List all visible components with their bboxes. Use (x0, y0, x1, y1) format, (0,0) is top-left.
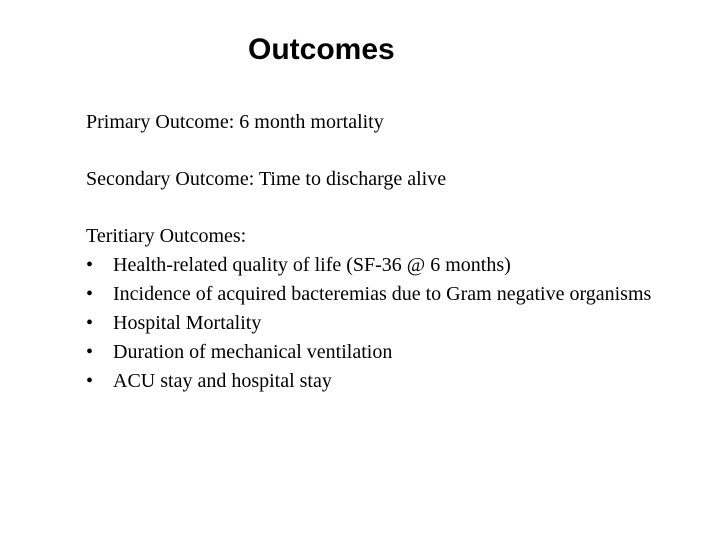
list-item (86, 367, 683, 396)
list-item-text: Health-related quality of life (SF-36 @ 6 months) (113, 254, 511, 276)
list-item (86, 338, 683, 367)
list-item-text: ACU stay and hospital stay (113, 370, 332, 392)
bullet-icon: • (86, 370, 94, 392)
list-item (86, 251, 683, 280)
list-item-text: Duration of mechanical ventilation (113, 341, 393, 363)
tertiary-heading: Teritiary Outcomes: (86, 225, 247, 247)
slide-title: Outcomes (248, 33, 395, 66)
list-item (86, 309, 683, 338)
slide-body (86, 108, 686, 396)
list-item (86, 280, 683, 309)
bullet-icon: • (86, 254, 94, 276)
list-item-text: Incidence of acquired bacteremias due to Gram negative organisms (113, 283, 652, 305)
primary-outcome: Primary Outcome: 6 month mortality (86, 111, 384, 133)
tertiary-outcomes-list (86, 251, 686, 396)
bullet-icon: • (86, 341, 94, 363)
secondary-outcome: Secondary Outcome: Time to discharge alive (86, 168, 447, 190)
bullet-icon: • (86, 312, 94, 334)
spacer (86, 194, 686, 222)
list-item-text: Hospital Mortality (113, 312, 262, 334)
bullet-icon: • (86, 283, 94, 305)
spacer (86, 137, 686, 165)
